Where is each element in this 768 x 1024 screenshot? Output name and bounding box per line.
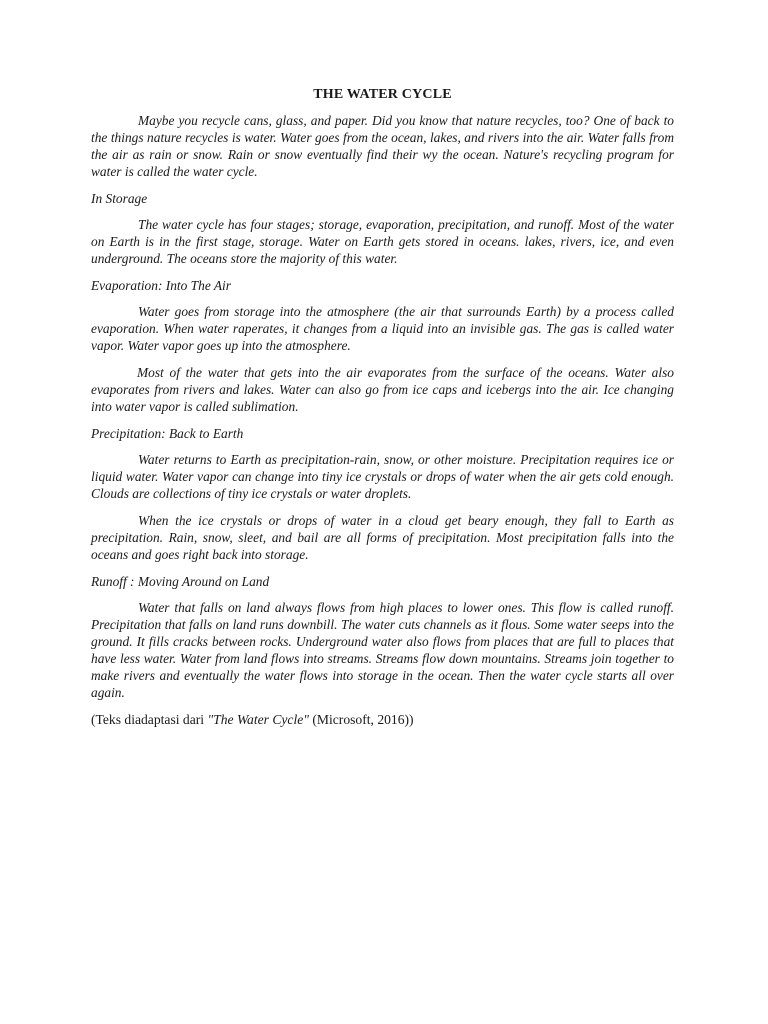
precipitation-paragraph-2: When the ice crystals or drops of water in a cloud get beary enough, they fall to Earth as precipitation. Rain, snow, sleet, and bail are all forms of precipitation. Most precipitation falls into the oceans and goes right back into storage. [91,513,674,562]
document-page [91,86,674,728]
source-work-title: "The Water Cycle" [207,712,309,727]
evaporation-paragraph-1: Water goes from storage into the atmosphere (the air that surrounds Earth) by a process called evaporation. When water raperates, it changes from a liquid into an invisible gas. The gas is called water vapor. Water vapor goes up into the atmosphere. [91,304,674,353]
section-heading-storage: In Storage [91,191,148,206]
storage-paragraph: The water cycle has four stages; storage, evaporation, precipitation, and runoff. Most of the water on Earth is in the first stage, storage. Water on Earth gets stored in oceans. lakes, rivers, ice, and even underground. The oceans store the majority of this water. [91,217,674,266]
section-heading-evaporation: Evaporation: Into The Air [91,278,231,293]
document-title: THE WATER CYCLE [313,87,452,102]
source-suffix: (Microsoft, 2016)) [308,712,414,727]
runoff-paragraph: Water that falls on land always flows from high places to lower ones. This flow is called runoff. Precipitation that falls on land runs downbill. The water cuts channels as it flous. Some water seeps into the ground. It fills cracks between rocks. Underground water also flows from places that are full to places that have less water. Water from land flows into streams. Streams flow down mountains. Streams join together to make rivers and eventually the water flows into storage in the ocean. Then the water cycle starts all over again. [91,600,674,700]
intro-paragraph: Maybe you recycle cans, glass, and paper. Did you know that nature recycles, too? One of back to the things nature recycles is water. Water goes from the ocean, lakes, and rivers into the air. Water falls from the air as rain or snow. Rain or snow eventually find their wy the ocean. Nature's recycling program for water is called the water cycle. [91,113,674,179]
precipitation-paragraph-1: Water returns to Earth as precipitation-rain, snow, or other moisture. Precipitation requires ice or liquid water. Water vapor can change into tiny ice crystals or drops of water when the air gets cold enough. Clouds are collections of tiny ice crystals or water droplets. [91,452,674,501]
evaporation-paragraph-2: Most of the water that gets into the air evaporates from the surface of the oceans. Water also evaporates from rivers and lakes. Water can also go from ice caps and icebergs into the air. Ice changing into water vapor is called sublimation. [91,365,674,414]
source-prefix: (Teks diadaptasi dari [91,712,208,727]
source-citation [91,711,674,728]
section-heading-precipitation: Precipitation: Back to Earth [91,426,244,441]
section-heading-runoff: Runoff : Moving Around on Land [91,574,270,589]
